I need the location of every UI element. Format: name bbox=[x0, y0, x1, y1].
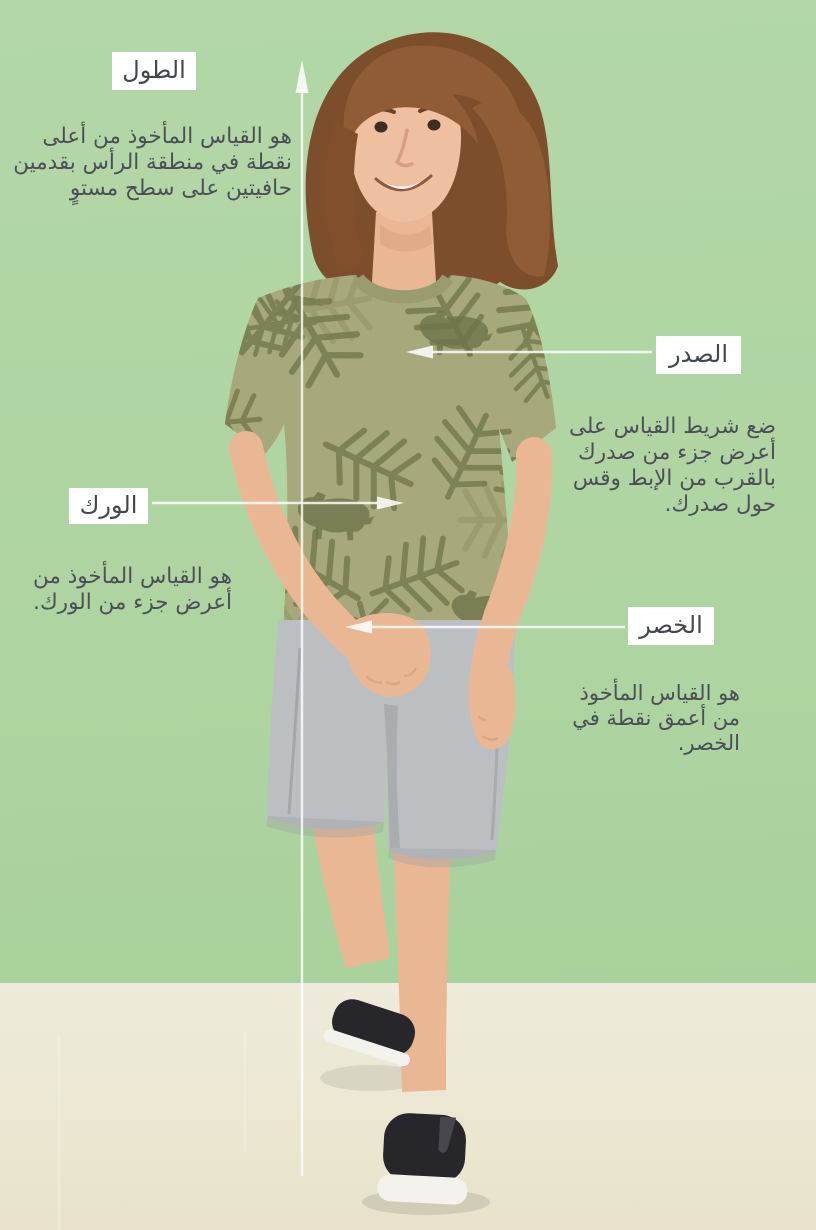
hip-label bbox=[69, 488, 148, 524]
right-eye bbox=[428, 120, 441, 131]
front-shoe bbox=[377, 1112, 472, 1206]
right-hand bbox=[469, 659, 516, 749]
height-label-text: الطول bbox=[122, 56, 186, 84]
hip-description: هو القياس المأخوذ من أعرض جزء من الورك. bbox=[33, 563, 232, 615]
height-label bbox=[112, 52, 196, 90]
waist-label-text: الخصر bbox=[639, 611, 703, 639]
left-eye bbox=[375, 122, 388, 133]
chest-label-text: الصدر bbox=[669, 340, 728, 368]
height-description: هو القياس المأخوذ من أعلى نقطة في منطقة الرأس بقدمين حافيتين على سطح مستوٍ bbox=[13, 123, 292, 201]
floor-reflection-streak bbox=[243, 1032, 247, 1152]
arrow-up-icon bbox=[296, 60, 309, 93]
waist-description: هو القياس المأخوذ من أعمق نقطة في الخصر. bbox=[572, 681, 740, 755]
neck bbox=[372, 212, 436, 293]
hip-label-text: الورك bbox=[79, 491, 138, 519]
chest-description: ضع شريط القياس على أعرض جزء من صدرك بالقرب من الإبط وقس حول صدرك. bbox=[568, 413, 776, 517]
waist-label bbox=[628, 607, 714, 645]
chest-label bbox=[656, 336, 741, 374]
floor-reflection-streak bbox=[57, 1036, 61, 1230]
